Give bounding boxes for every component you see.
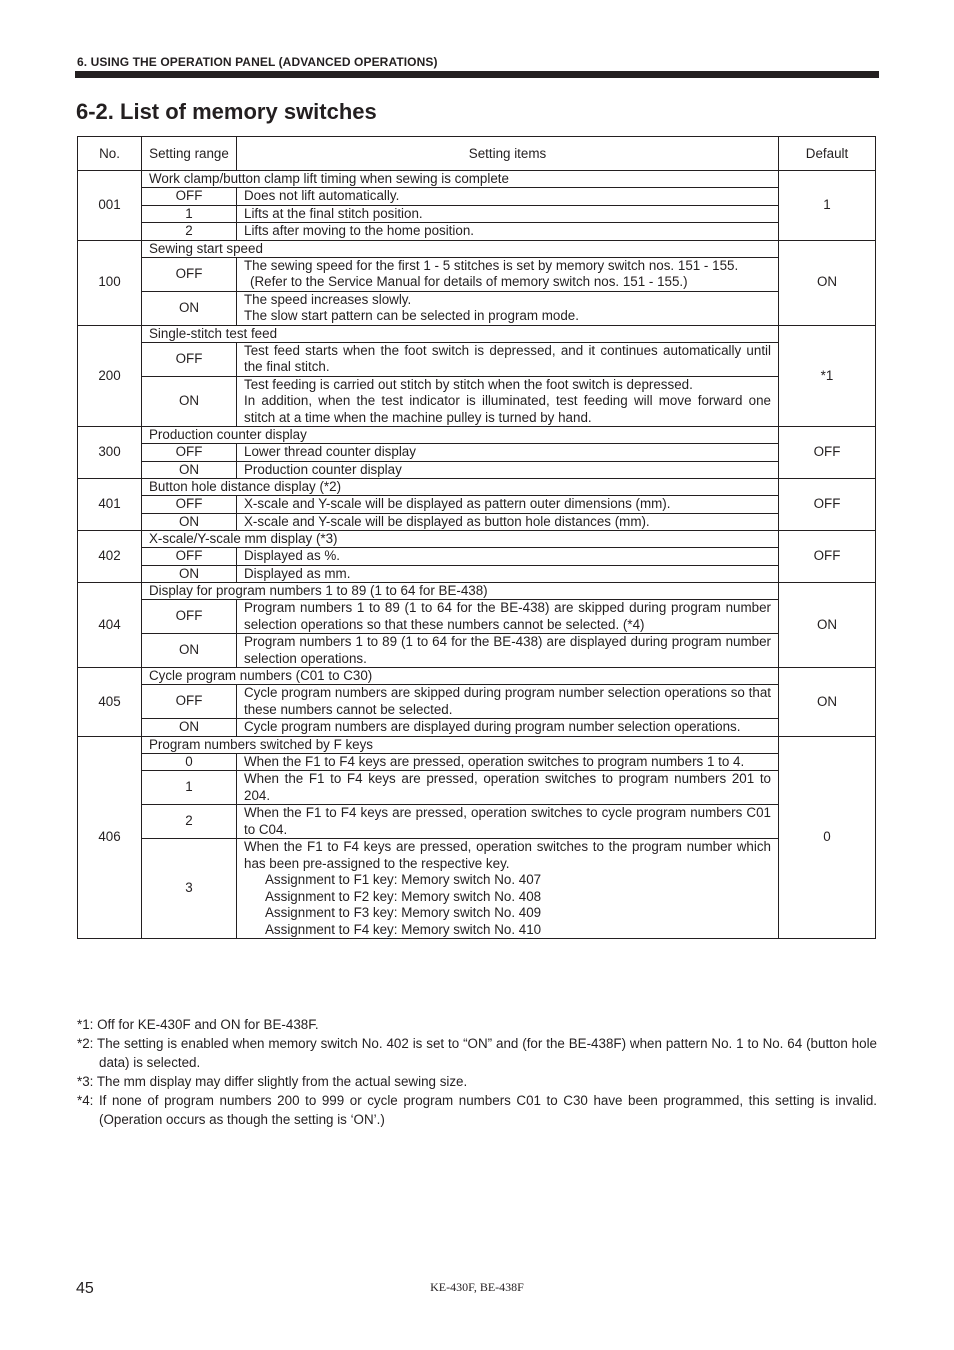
table-row bbox=[78, 342, 876, 376]
setting-item-line: Program numbers 1 to 89 (1 to 64 for the BE-438) are displayed during program number selection operations. bbox=[244, 634, 771, 666]
column-header-setting-range: Setting range bbox=[142, 137, 237, 171]
table-row bbox=[78, 839, 876, 939]
setting-item bbox=[237, 461, 779, 479]
setting-item-line: Does not lift automatically. bbox=[244, 188, 400, 203]
header-rule bbox=[75, 71, 879, 78]
setting-item-line: Lower thread counter display bbox=[244, 444, 416, 459]
footnote-4: *4: If none of program numbers 200 to 999 or cycle program numbers C01 to C30 have been programmed, this setting is invalid. (Operation occurs as though the setting is ‘ON’.) bbox=[77, 1093, 877, 1127]
table-row bbox=[78, 513, 876, 531]
switch-caption: Work clamp/button clamp lift timing when sewing is complete bbox=[142, 171, 779, 188]
switch-caption: Sewing start speed bbox=[142, 240, 779, 257]
setting-range: 2 bbox=[142, 805, 237, 839]
setting-item-line: Assignment to F4 key: Memory switch No. 410 bbox=[265, 921, 542, 937]
setting-item-line: When the F1 to F4 keys are pressed, operation switches to the program number which has been pre-assigned to the respective key. bbox=[244, 839, 771, 871]
setting-item bbox=[237, 719, 779, 737]
setting-item bbox=[237, 685, 779, 719]
setting-item-line: X-scale and Y-scale will be displayed as button hole distances (mm). bbox=[244, 513, 650, 529]
switch-caption-row bbox=[78, 325, 876, 342]
table-row bbox=[78, 719, 876, 737]
table-row bbox=[78, 205, 876, 223]
setting-item-line: Test feeding is carried out stitch by stitch when the foot switch is depressed. bbox=[244, 376, 693, 392]
setting-item bbox=[237, 548, 779, 566]
switch-number: 100 bbox=[78, 240, 142, 325]
table-row bbox=[78, 753, 876, 771]
setting-item-line: Test feed starts when the foot switch is depressed, and it continues automatically until the final stitch. bbox=[244, 342, 771, 374]
switch-caption-row bbox=[78, 427, 876, 444]
setting-range: ON bbox=[142, 376, 237, 427]
footnote-1: *1: Off for KE-430F and ON for BE-438F. bbox=[77, 1017, 319, 1032]
switch-number: 200 bbox=[78, 325, 142, 427]
setting-item-line: In addition, when the test indicator is illuminated, test feeding will move forward one stitch at a time when the machine pulley is turned by hand. bbox=[244, 393, 771, 425]
switch-caption-row bbox=[78, 668, 876, 685]
page-number: 45 bbox=[76, 1280, 94, 1297]
setting-range: ON bbox=[142, 513, 237, 531]
setting-item-line: Program numbers 1 to 89 (1 to 64 for the BE-438) are skipped during program number selection operations so that these numbers cannot be selected. (*4) bbox=[244, 600, 771, 632]
page-title: 6-2. List of memory switches bbox=[76, 99, 377, 124]
table-row bbox=[78, 376, 876, 427]
switch-caption: Production counter display bbox=[142, 427, 779, 444]
setting-range: ON bbox=[142, 634, 237, 668]
setting-item-line: Cycle program numbers are displayed during program number selection operations. bbox=[244, 719, 741, 734]
switch-default: ON bbox=[779, 583, 876, 668]
setting-range: ON bbox=[142, 719, 237, 737]
switch-caption: X-scale/Y-scale mm display (*3) bbox=[142, 531, 779, 548]
setting-item-line: Lifts at the final stitch position. bbox=[244, 205, 423, 221]
setting-range: OFF bbox=[142, 342, 237, 376]
table-row bbox=[78, 805, 876, 839]
setting-item bbox=[237, 496, 779, 514]
table-row bbox=[78, 634, 876, 668]
setting-item-line: The sewing speed for the first 1 - 5 stitches is set by memory switch nos. 151 - 155. bbox=[244, 257, 739, 273]
setting-item bbox=[237, 291, 779, 325]
table-row bbox=[78, 444, 876, 462]
column-header-default: Default bbox=[779, 137, 876, 171]
setting-item bbox=[237, 376, 779, 427]
table-row bbox=[78, 223, 876, 241]
setting-item-line: The speed increases slowly. bbox=[244, 291, 412, 307]
switch-default: 1 bbox=[779, 171, 876, 241]
setting-range: OFF bbox=[142, 496, 237, 514]
footnote-3: *3: The mm display may differ slightly from the actual sewing size. bbox=[77, 1074, 468, 1089]
switch-caption-row bbox=[78, 531, 876, 548]
setting-item bbox=[237, 753, 779, 771]
setting-item bbox=[237, 342, 779, 376]
switch-default: 0 bbox=[779, 736, 876, 939]
table-row bbox=[78, 188, 876, 206]
setting-item-line: X-scale and Y-scale will be displayed as pattern outer dimensions (mm). bbox=[244, 496, 671, 511]
switch-number: 404 bbox=[78, 583, 142, 668]
switch-caption-row bbox=[78, 171, 876, 188]
setting-range: OFF bbox=[142, 188, 237, 206]
setting-range: ON bbox=[142, 565, 237, 583]
switch-number: 406 bbox=[78, 736, 142, 939]
switch-caption: Cycle program numbers (C01 to C30) bbox=[142, 668, 779, 685]
table-row bbox=[78, 600, 876, 634]
setting-item-line: Cycle program numbers are skipped during program number selection operations so that these numbers cannot be selected. bbox=[244, 685, 771, 717]
setting-item bbox=[237, 188, 779, 206]
switch-caption: Program numbers switched by F keys bbox=[142, 736, 779, 753]
switch-caption-row bbox=[78, 736, 876, 753]
table-header-row bbox=[78, 137, 876, 171]
section-header: 6. USING THE OPERATION PANEL (ADVANCED OPERATIONS) bbox=[77, 55, 438, 69]
switch-caption-row bbox=[78, 583, 876, 600]
switch-default: ON bbox=[779, 240, 876, 325]
setting-item-line: (Refer to the Service Manual for details of memory switch nos. 151 - 155.) bbox=[250, 274, 688, 289]
switch-default: OFF bbox=[779, 427, 876, 479]
switch-default: OFF bbox=[779, 479, 876, 531]
setting-range: 2 bbox=[142, 223, 237, 241]
table-row bbox=[78, 548, 876, 566]
table-row bbox=[78, 565, 876, 583]
setting-item-line: Displayed as mm. bbox=[244, 565, 351, 581]
table-row bbox=[78, 771, 876, 805]
setting-item-line: Lifts after moving to the home position. bbox=[244, 223, 474, 238]
setting-item bbox=[237, 565, 779, 583]
setting-range: 1 bbox=[142, 771, 237, 805]
switch-number: 300 bbox=[78, 427, 142, 479]
setting-item bbox=[237, 205, 779, 223]
setting-range: ON bbox=[142, 291, 237, 325]
setting-item bbox=[237, 513, 779, 531]
setting-range: OFF bbox=[142, 685, 237, 719]
setting-item-line: Displayed as %. bbox=[244, 548, 341, 563]
setting-item bbox=[237, 444, 779, 462]
table-row bbox=[78, 291, 876, 325]
setting-range: OFF bbox=[142, 600, 237, 634]
setting-range: OFF bbox=[142, 548, 237, 566]
footnote-2: *2: The setting is enabled when memory switch No. 402 is set to “ON” and (for the BE-438F) when pattern No. 1 to No. 64 (button hole data) is selected. bbox=[77, 1036, 877, 1070]
switch-number: 405 bbox=[78, 668, 142, 737]
setting-range: 0 bbox=[142, 753, 237, 771]
setting-item bbox=[237, 805, 779, 839]
setting-item bbox=[237, 600, 779, 634]
setting-range: ON bbox=[142, 461, 237, 479]
column-header-setting-items: Setting items bbox=[237, 137, 779, 171]
setting-range: 1 bbox=[142, 205, 237, 223]
setting-item bbox=[237, 771, 779, 805]
switch-caption-row bbox=[78, 240, 876, 257]
table-row bbox=[78, 257, 876, 291]
switch-number: 402 bbox=[78, 531, 142, 583]
switch-number: 401 bbox=[78, 479, 142, 531]
model-footer: KE-430F, BE-438F bbox=[430, 1280, 524, 1294]
setting-item-line: The slow start pattern can be selected in program mode. bbox=[244, 308, 579, 323]
setting-range: 3 bbox=[142, 839, 237, 939]
column-header-no: No. bbox=[78, 137, 142, 171]
setting-item-line: Assignment to F2 key: Memory switch No. 408 bbox=[265, 888, 542, 904]
table-row bbox=[78, 685, 876, 719]
switch-default: *1 bbox=[779, 325, 876, 427]
switch-caption: Single-stitch test feed bbox=[142, 325, 779, 342]
switch-caption: Button hole distance display (*2) bbox=[142, 479, 779, 496]
setting-item bbox=[237, 634, 779, 668]
switch-default: ON bbox=[779, 668, 876, 737]
footnotes bbox=[77, 1015, 877, 1129]
switch-number: 001 bbox=[78, 171, 142, 241]
switch-caption-row bbox=[78, 479, 876, 496]
table-row bbox=[78, 461, 876, 479]
setting-item-line: When the F1 to F4 keys are pressed, operation switches to program numbers 201 to 204. bbox=[244, 771, 771, 803]
switch-default: OFF bbox=[779, 531, 876, 583]
setting-item-line: Production counter display bbox=[244, 461, 402, 477]
setting-range: OFF bbox=[142, 444, 237, 462]
setting-item-line: When the F1 to F4 keys are pressed, operation switches to program numbers 1 to 4. bbox=[244, 753, 745, 769]
setting-item bbox=[237, 839, 779, 939]
table-row bbox=[78, 496, 876, 514]
table-body bbox=[78, 171, 876, 939]
setting-item-line: When the F1 to F4 keys are pressed, operation switches to cycle program numbers C01 to C04. bbox=[244, 805, 771, 837]
switch-caption: Display for program numbers 1 to 89 (1 to 64 for BE-438) bbox=[142, 583, 779, 600]
setting-item bbox=[237, 257, 779, 291]
setting-item-line: Assignment to F1 key: Memory switch No. 407 bbox=[265, 872, 542, 887]
setting-range: OFF bbox=[142, 257, 237, 291]
memory-switch-table bbox=[77, 136, 876, 939]
setting-item bbox=[237, 223, 779, 241]
setting-item-line: Assignment to F3 key: Memory switch No. 409 bbox=[265, 905, 542, 920]
